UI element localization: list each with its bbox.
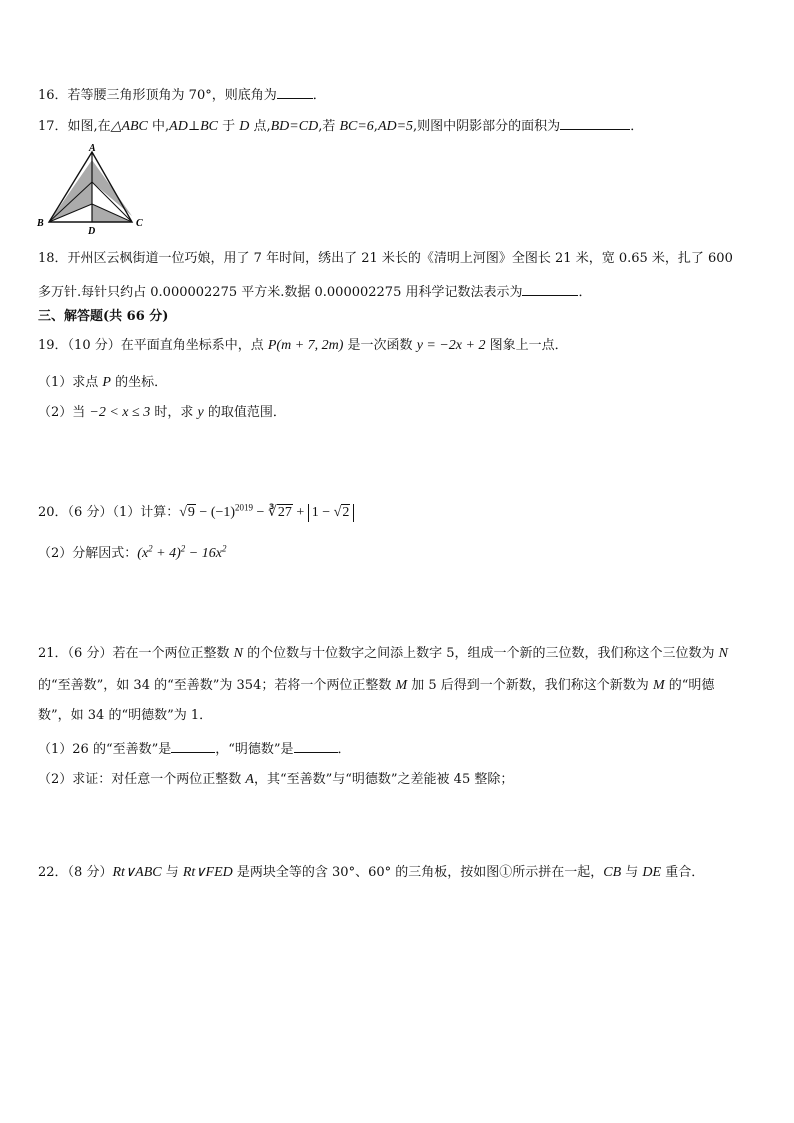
question-21-part-1: （1）26 的“至善数”是 ，“明德数”是 ．: [38, 739, 351, 759]
answer-blank[interactable]: [560, 116, 630, 130]
question-number: 18．: [38, 251, 68, 266]
question-21-line-3: 数”，如 34 的“明德数”为 1．: [38, 708, 213, 723]
label-c: C: [136, 218, 143, 229]
question-21-line-2: 的“至善数”，如 34 的“至善数”为 354；若将一个两位正整数 M 加 5 后得到一个新数，我们称这个新数为 M 的“明德: [38, 678, 715, 693]
question-19: 19．（10 分）在平面直角坐标系中，点 P(m + 7, 2m) 是一次函数 y = −2x + 2 图象上一点．: [38, 338, 568, 353]
question-number: 17．: [38, 119, 68, 134]
question-number: 19．: [38, 338, 68, 353]
question-19-part-2: （2）当 −2 < x ≤ 3 时，求 y 的取值范围．: [38, 405, 286, 420]
absolute-value: 1 − √2: [308, 504, 355, 522]
score: （10 分）: [67, 338, 121, 353]
question-16: 16．若等腰三角形顶角为 70°，则底角为 ．: [38, 85, 326, 105]
question-22: 22．（8 分）Rt∨ABC 与 Rt∨FED 是两块全等的含 30°、60° 的三角板，按如图①所示拼在一起，CB 与 DE 重合．: [38, 865, 705, 880]
answer-blank[interactable]: [294, 739, 338, 753]
question-number: 21．: [38, 646, 68, 661]
score: （6 分）: [67, 646, 113, 661]
question-18-line-1: 18．开州区云枫街道一位巧娘，用了 7 年时间，绣出了 21 米长的《清明上河图》全图长 21 米，宽 0.65 米，扎了 600: [38, 251, 733, 266]
score: （6 分）: [67, 505, 113, 520]
question-20-part-1: 20．（6 分）（1）计算：$√9 - (-1)^{2019}$ − ∛27 + 1 − √2: [38, 504, 354, 522]
score: （8 分）: [67, 865, 113, 880]
question-number: 20．: [38, 505, 68, 520]
label-b: B: [37, 218, 44, 229]
triangle-figure: [34, 144, 154, 236]
answer-blank[interactable]: [171, 739, 215, 753]
label-a: A: [89, 144, 96, 154]
expression-calc: $√9 - (-1)^{2019}$ − ∛27 + 1 − √2: [179, 505, 354, 520]
question-17: 17．如图,在△ABC 中,AD⊥BC 于 D 点,BD=CD,若 BC=6,AD=5,则图中阴影部分的面积为 ．: [38, 116, 643, 136]
section-heading: 三、解答题(共 66 分): [38, 309, 169, 324]
answer-blank[interactable]: [522, 282, 578, 296]
question-21-part-2: （2）求证：对任意一个两位正整数 A，其“至善数”与“明德数”之差能被 45 整除；: [38, 772, 514, 787]
question-number: 22．: [38, 865, 68, 880]
expression-factor: $(x^2 + 4)^2 - 16x^2$: [137, 543, 227, 561]
label-d: D: [88, 226, 96, 236]
question-20-part-2: （2）分解因式：$(x^2 + 4)^2 - 16x^2$: [38, 543, 227, 561]
question-21-line-1: 21．（6 分）若在一个两位正整数 N 的个位数与十位数字之间添上数字 5，组成一个新的三位数，我们称这个三位数为 N: [38, 646, 728, 661]
question-text: 若等腰三角形顶角为 70°，则底角为: [67, 88, 277, 103]
question-19-part-1: （1）求点 P 的坐标．: [38, 375, 168, 390]
answer-blank[interactable]: [277, 85, 313, 99]
question-18-line-2: 多万针.每针只约占 0.000002275 平方米.数据 0.000002275 用科学记数法表示为 ．: [38, 282, 592, 302]
question-number: 16．: [38, 88, 68, 103]
